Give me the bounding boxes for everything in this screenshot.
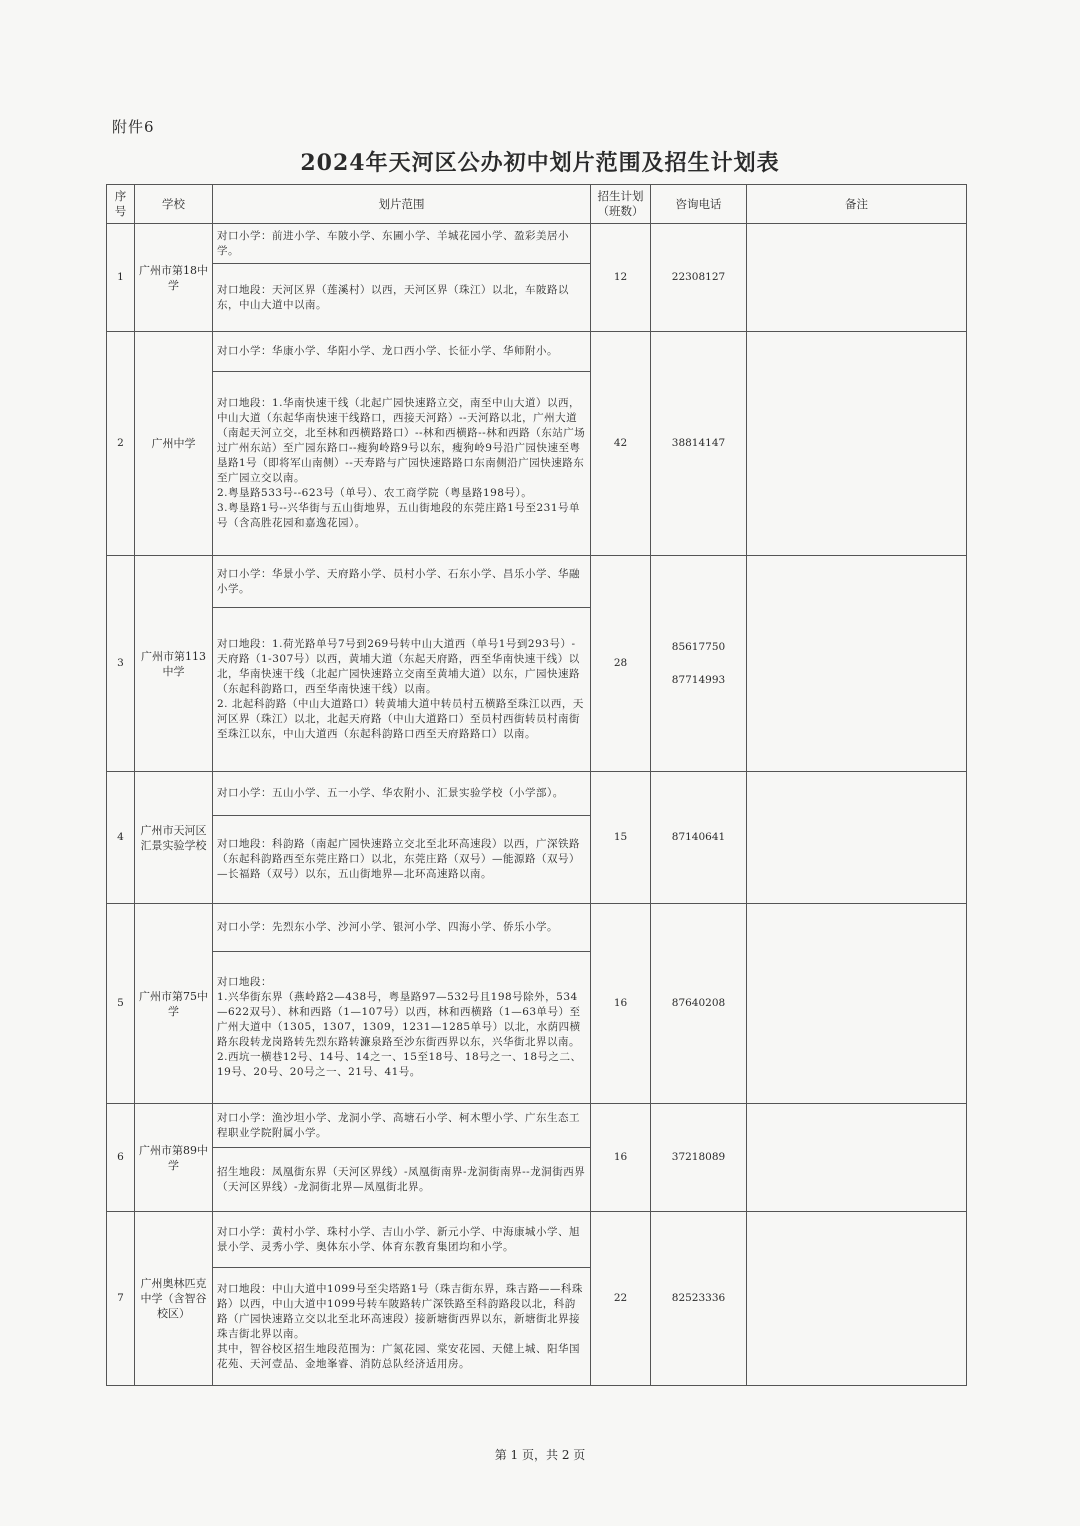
header-no: 序号 — [107, 185, 135, 224]
zone-range — [213, 556, 591, 608]
table-row — [107, 772, 967, 816]
phone-cell — [651, 332, 747, 556]
zone-range-line: 3.粤垦路1号--兴华街与五山街地界，五山街地段的东莞庄路1号至231号单号（含高胜花园和嘉逸花园）。 — [217, 502, 581, 529]
zone-range-line: 对口地段：1.荷光路单号7号到269号转中山大道西（单号1号到293号）-天府路（1-307号）以西，黄埔大道（东起天府路，西至华南快速干线）以北，华南快速干线（北起广园快速路立交南至黄埔大道）以东，广园快速路（东起科韵路口，西至华南快速干线）以南。 — [217, 638, 580, 695]
phone-number: 37218089 — [671, 1151, 726, 1163]
remark — [747, 556, 967, 772]
enrollment-plan: 12 — [591, 224, 651, 332]
table-body — [107, 224, 967, 1386]
school-name: 广州市第18中学 — [135, 224, 213, 332]
remark — [747, 904, 967, 1104]
phone-number: 38814147 — [671, 437, 726, 449]
zone-range-line: 对口小学：华康小学、华阳小学、龙口西小学、长征小学、华师附小。 — [217, 345, 558, 357]
remark — [747, 224, 967, 332]
table-row — [107, 556, 967, 608]
phone-number: 82523336 — [671, 1292, 726, 1304]
row-number: 5 — [107, 904, 135, 1104]
phone-cell — [651, 1212, 747, 1386]
zone-range-line: 对口地段：1.华南快速干线（北起广园快速路立交，南至中山大道）以西，中山大道（东起华南快速干线路口，西接天河路）--天河路以北，广州大道（南起天河立交，北至林和西横路路口）--林和西横路--林和西路（东站广场过广州东站）至广园东路口--瘦狗岭路9号以东，瘦狗岭9号沿广园快速至粤垦路1号（即将军山南侧）--天寿路与广园快速路路口东南侧沿广园快速路东至广园立交以南。 — [217, 397, 586, 484]
enrollment-table — [106, 184, 967, 1386]
school-name: 广州市第113中学 — [135, 556, 213, 772]
remark — [747, 772, 967, 904]
enrollment-plan: 22 — [591, 1212, 651, 1386]
zone-range-line: 2. 北起科韵路（中山大道路口）转黄埔大道中转员村五横路至珠江以西，天河区界（珠江）以北，北起天府路（中山大道路口）至员村西街转员村南街至珠江以东，中山大道西（东起科韵路口西至天府路路口）以南。 — [217, 698, 584, 740]
row-number: 4 — [107, 772, 135, 904]
attachment-label: 附件6 — [112, 118, 155, 136]
zone-range-line: 对口地段：中山大道中1099号至尖塔路1号（珠吉街东界，珠吉路——科珠路）以西，中山大道中1099号转车陂路转广深铁路至科韵路段以北，科韵路（广园快速路立交以北至北环高速段）接新塘街西界以东，新塘街北界接珠吉街北界以南。 — [217, 1282, 583, 1340]
zone-range — [213, 1148, 591, 1212]
zone-range — [213, 224, 591, 264]
enrollment-plan: 28 — [591, 556, 651, 772]
header-range: 划片范围 — [213, 185, 591, 224]
page-footer: 第 1 页，共 2 页 — [494, 1448, 586, 1462]
zone-range — [213, 952, 591, 1104]
phone-number: 87140641 — [671, 831, 726, 843]
phone-number: 22308127 — [671, 271, 726, 283]
phone-cell — [651, 1104, 747, 1212]
row-number: 6 — [107, 1104, 135, 1212]
table-row — [107, 904, 967, 952]
zone-range-line: 对口小学：渔沙坦小学、龙洞小学、高塘石小学、柯木塱小学、广东生态工程职业学院附属小学。 — [217, 1111, 580, 1139]
phone-number: 87714993 — [671, 673, 726, 686]
zone-range — [213, 772, 591, 816]
table-row — [107, 1104, 967, 1148]
zone-range — [213, 816, 591, 904]
enrollment-table-wrapper — [106, 184, 966, 1386]
zone-range — [213, 904, 591, 952]
school-name: 广州奥林匹克中学（含智谷校区） — [135, 1212, 213, 1386]
zone-range — [213, 608, 591, 772]
enrollment-plan: 16 — [591, 1104, 651, 1212]
table-row — [107, 224, 967, 264]
zone-range-line: 其中，智谷校区招生地段范围为：广氮花园、棠安花园、天健上城、阳华国花苑、天河壹品、金地峯睿、消防总队经济适用房。 — [217, 1342, 580, 1370]
phone-number: 87640208 — [671, 997, 726, 1009]
row-number: 1 — [107, 224, 135, 332]
enrollment-plan: 15 — [591, 772, 651, 904]
header-plan: 招生计划（班数） — [591, 185, 651, 224]
school-name: 广州中学 — [135, 332, 213, 556]
phone-cell — [651, 556, 747, 772]
zone-range-line: 2.粤垦路533号--623号（单号）、农工商学院（粤垦路198号）。 — [217, 487, 533, 499]
zone-range-line: 对口地段：天河区界（莲溪村）以西，天河区界（珠江）以北，车陂路以东，中山大道中以南。 — [217, 283, 569, 311]
zone-range — [213, 1268, 591, 1386]
school-name: 广州市第89中学 — [135, 1104, 213, 1212]
phone-number: 85617750 — [671, 640, 726, 653]
row-number: 7 — [107, 1212, 135, 1386]
zone-range-line: 招生地段：凤凰街东界（天河区界线）-凤凰街南界-龙洞街南界--龙洞街西界（天河区界线）-龙洞街北界—凤凰街北界。 — [217, 1165, 586, 1193]
header-phone: 咨询电话 — [651, 185, 747, 224]
table-header-row — [107, 185, 967, 224]
zone-range-line: 对口小学：黄村小学、珠村小学、吉山小学、新元小学、中海康城小学、旭景小学、灵秀小学、奥体东小学、体育东教育集团均和小学。 — [217, 1225, 580, 1253]
table-row — [107, 332, 967, 372]
zone-range — [213, 1212, 591, 1268]
school-name: 广州市天河区汇景实验学校 — [135, 772, 213, 904]
enrollment-plan: 42 — [591, 332, 651, 556]
zone-range-line: 对口小学：先烈东小学、沙河小学、银河小学、四海小学、侨乐小学。 — [217, 921, 558, 933]
row-number: 3 — [107, 556, 135, 772]
zone-range-line: 2.西坑一横巷12号、14号、14之一、15至18号、18号之一、18号之二、19号、20号、20号之一、21号、41号。 — [217, 1051, 582, 1078]
enrollment-plan: 16 — [591, 904, 651, 1104]
remark — [747, 1212, 967, 1386]
zone-range-line: 对口地段： — [217, 976, 272, 988]
zone-range-line: 对口地段：科韵路（南起广园快速路立交北至北环高速段）以西，广深铁路（东起科韵路西至东莞庄路口）以北，东莞庄路（双号）—能源路（双号）—长福路（双号）以东，五山街地界—北环高速路以南。 — [217, 838, 580, 880]
zone-range-line: 1.兴华街东界（燕岭路2—438号，粤垦路97—532号且198号除外，534—622双号）、林和西路（1—107号）以西，林和西横路（1—63单号）至广州大道中（1305，1307，1309，1231—1285单号）以北，水荫四横路东段转龙岗路转先烈东路转濂泉路至沙东街西界以东，兴华街北界以南。 — [217, 991, 581, 1048]
phone-cell — [651, 224, 747, 332]
zone-range — [213, 264, 591, 332]
row-number: 2 — [107, 332, 135, 556]
zone-range-line: 对口小学：五山小学、五一小学、华农附小、汇景实验学校（小学部）。 — [217, 787, 564, 799]
phone-cell — [651, 904, 747, 1104]
header-school: 学校 — [135, 185, 213, 224]
table-row — [107, 1212, 967, 1268]
remark — [747, 1104, 967, 1212]
phone-cell — [651, 772, 747, 904]
zone-range — [213, 332, 591, 372]
zone-range-line: 对口小学：华景小学、天府路小学、员村小学、石东小学、昌乐小学、华融小学。 — [217, 567, 580, 595]
school-name: 广州市第75中学 — [135, 904, 213, 1104]
document-title: 2024年天河区公办初中划片范围及招生计划表 — [300, 150, 780, 176]
remark — [747, 332, 967, 556]
zone-range-line: 对口小学：前进小学、车陂小学、东圃小学、羊城花园小学、盈彩美居小学。 — [217, 229, 569, 257]
zone-range — [213, 372, 591, 556]
header-remark: 备注 — [747, 185, 967, 224]
zone-range — [213, 1104, 591, 1148]
